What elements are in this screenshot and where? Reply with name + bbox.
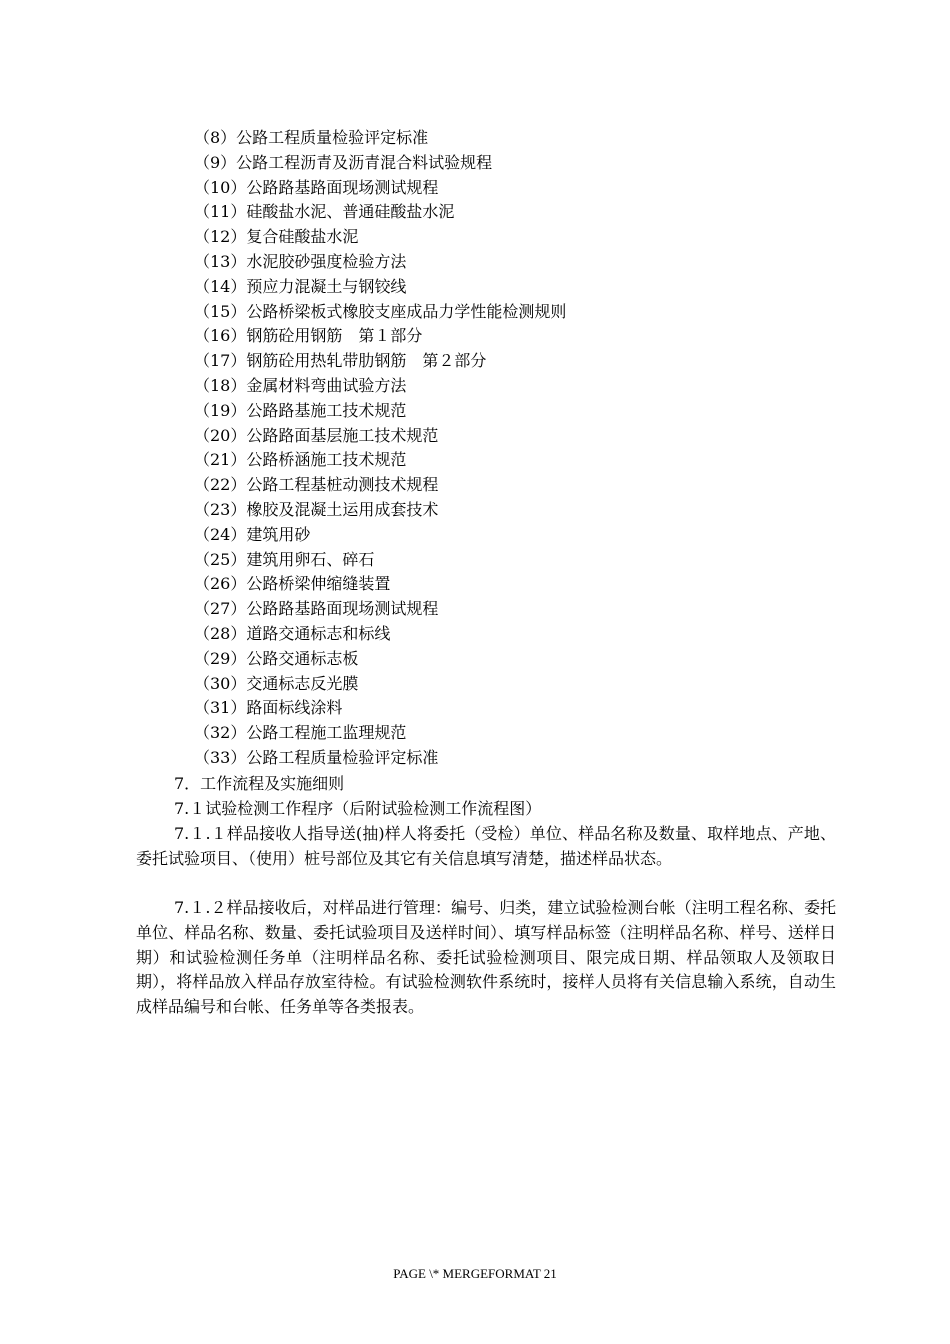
list-item: （12）复合硅酸盐水泥 [194, 227, 359, 247]
list-item: （24）建筑用砂 [194, 524, 311, 544]
list-item: （29）公路交通标志板 [194, 648, 359, 668]
list-item: （13）水泥胶砂强度检验方法 [194, 251, 407, 271]
list-item: （32）公路工程施工监理规范 [194, 723, 407, 743]
list-item: （27）公路路基路面现场测试规程 [194, 599, 439, 619]
list-item: （17）钢筋砼用热轧带肋钢筋 第２部分 [194, 351, 487, 371]
subsection-heading: 7.１试验检测工作程序（后附试验检测工作流程图） [174, 799, 542, 818]
list-item: （11）硅酸盐水泥、普通硅酸盐水泥 [194, 202, 455, 222]
list-item: （26）公路桥梁伸缩缝装置 [194, 574, 391, 594]
list-item: （19）公路路基施工技术规范 [194, 400, 407, 420]
list-item: （8）公路工程质量检验评定标准 [194, 128, 429, 147]
list-item: （33）公路工程质量检验评定标准 [194, 747, 439, 767]
section-heading: 7．工作流程及实施细则 [174, 774, 345, 793]
list-item: （31）路面标线涂料 [194, 698, 343, 718]
list-item: （22）公路工程基桩动测技术规程 [194, 475, 439, 495]
list-item: （16）钢筋砼用钢筋 第１部分 [194, 326, 423, 346]
paragraph-7-1-2: 7.１.２样品接收后，对样品进行管理：编号、归类，建立试验检测台帐（注明工程名称、委托单位、样品名称、数量、委托试验项目及送样时间）、填写样品标签（注明样品名称、样号、送样日期）和试验检测任务单（注明样品名称、委托试验检测项目、限完成日期、样品领取人及领取日期），将样品放入样品存放室待检。有试验检测软件系统时，接样人员将有关信息输入系统，自动生成样品编号和台帐、任务单等各类报表。 [136, 898, 836, 1017]
list-item: （25）建筑用卵石、碎石 [194, 549, 375, 569]
list-item: （30）交通标志反光膜 [194, 673, 359, 693]
page-footer: PAGE \* MERGEFORMAT 21 [393, 1266, 557, 1281]
list-item: （20）公路路面基层施工技术规范 [194, 425, 439, 445]
list-item: （28）道路交通标志和标线 [194, 623, 391, 643]
list-item: （21）公路桥涵施工技术规范 [194, 450, 407, 470]
standards-list [194, 126, 566, 771]
list-item: （14）预应力混凝土与钢铰线 [194, 276, 407, 296]
list-item: （18）金属材料弯曲试验方法 [194, 375, 407, 395]
list-item: （23）橡胶及混凝土运用成套技术 [194, 499, 439, 519]
list-item: （15）公路桥梁板式橡胶支座成品力学性能检测规则 [194, 301, 567, 321]
list-item: （10）公路路基路面现场测试规程 [194, 177, 439, 197]
list-item: （9）公路工程沥青及沥青混合料试验规程 [194, 152, 493, 172]
paragraph-7-1-1: 7.１.１样品接收人指导送(抽)样人将委托（受检）单位、样品名称及数量、取样地点、产地、委托试验项目、（使用）桩号部位及其它有关信息填写清楚，描述样品状态。 [136, 824, 836, 868]
